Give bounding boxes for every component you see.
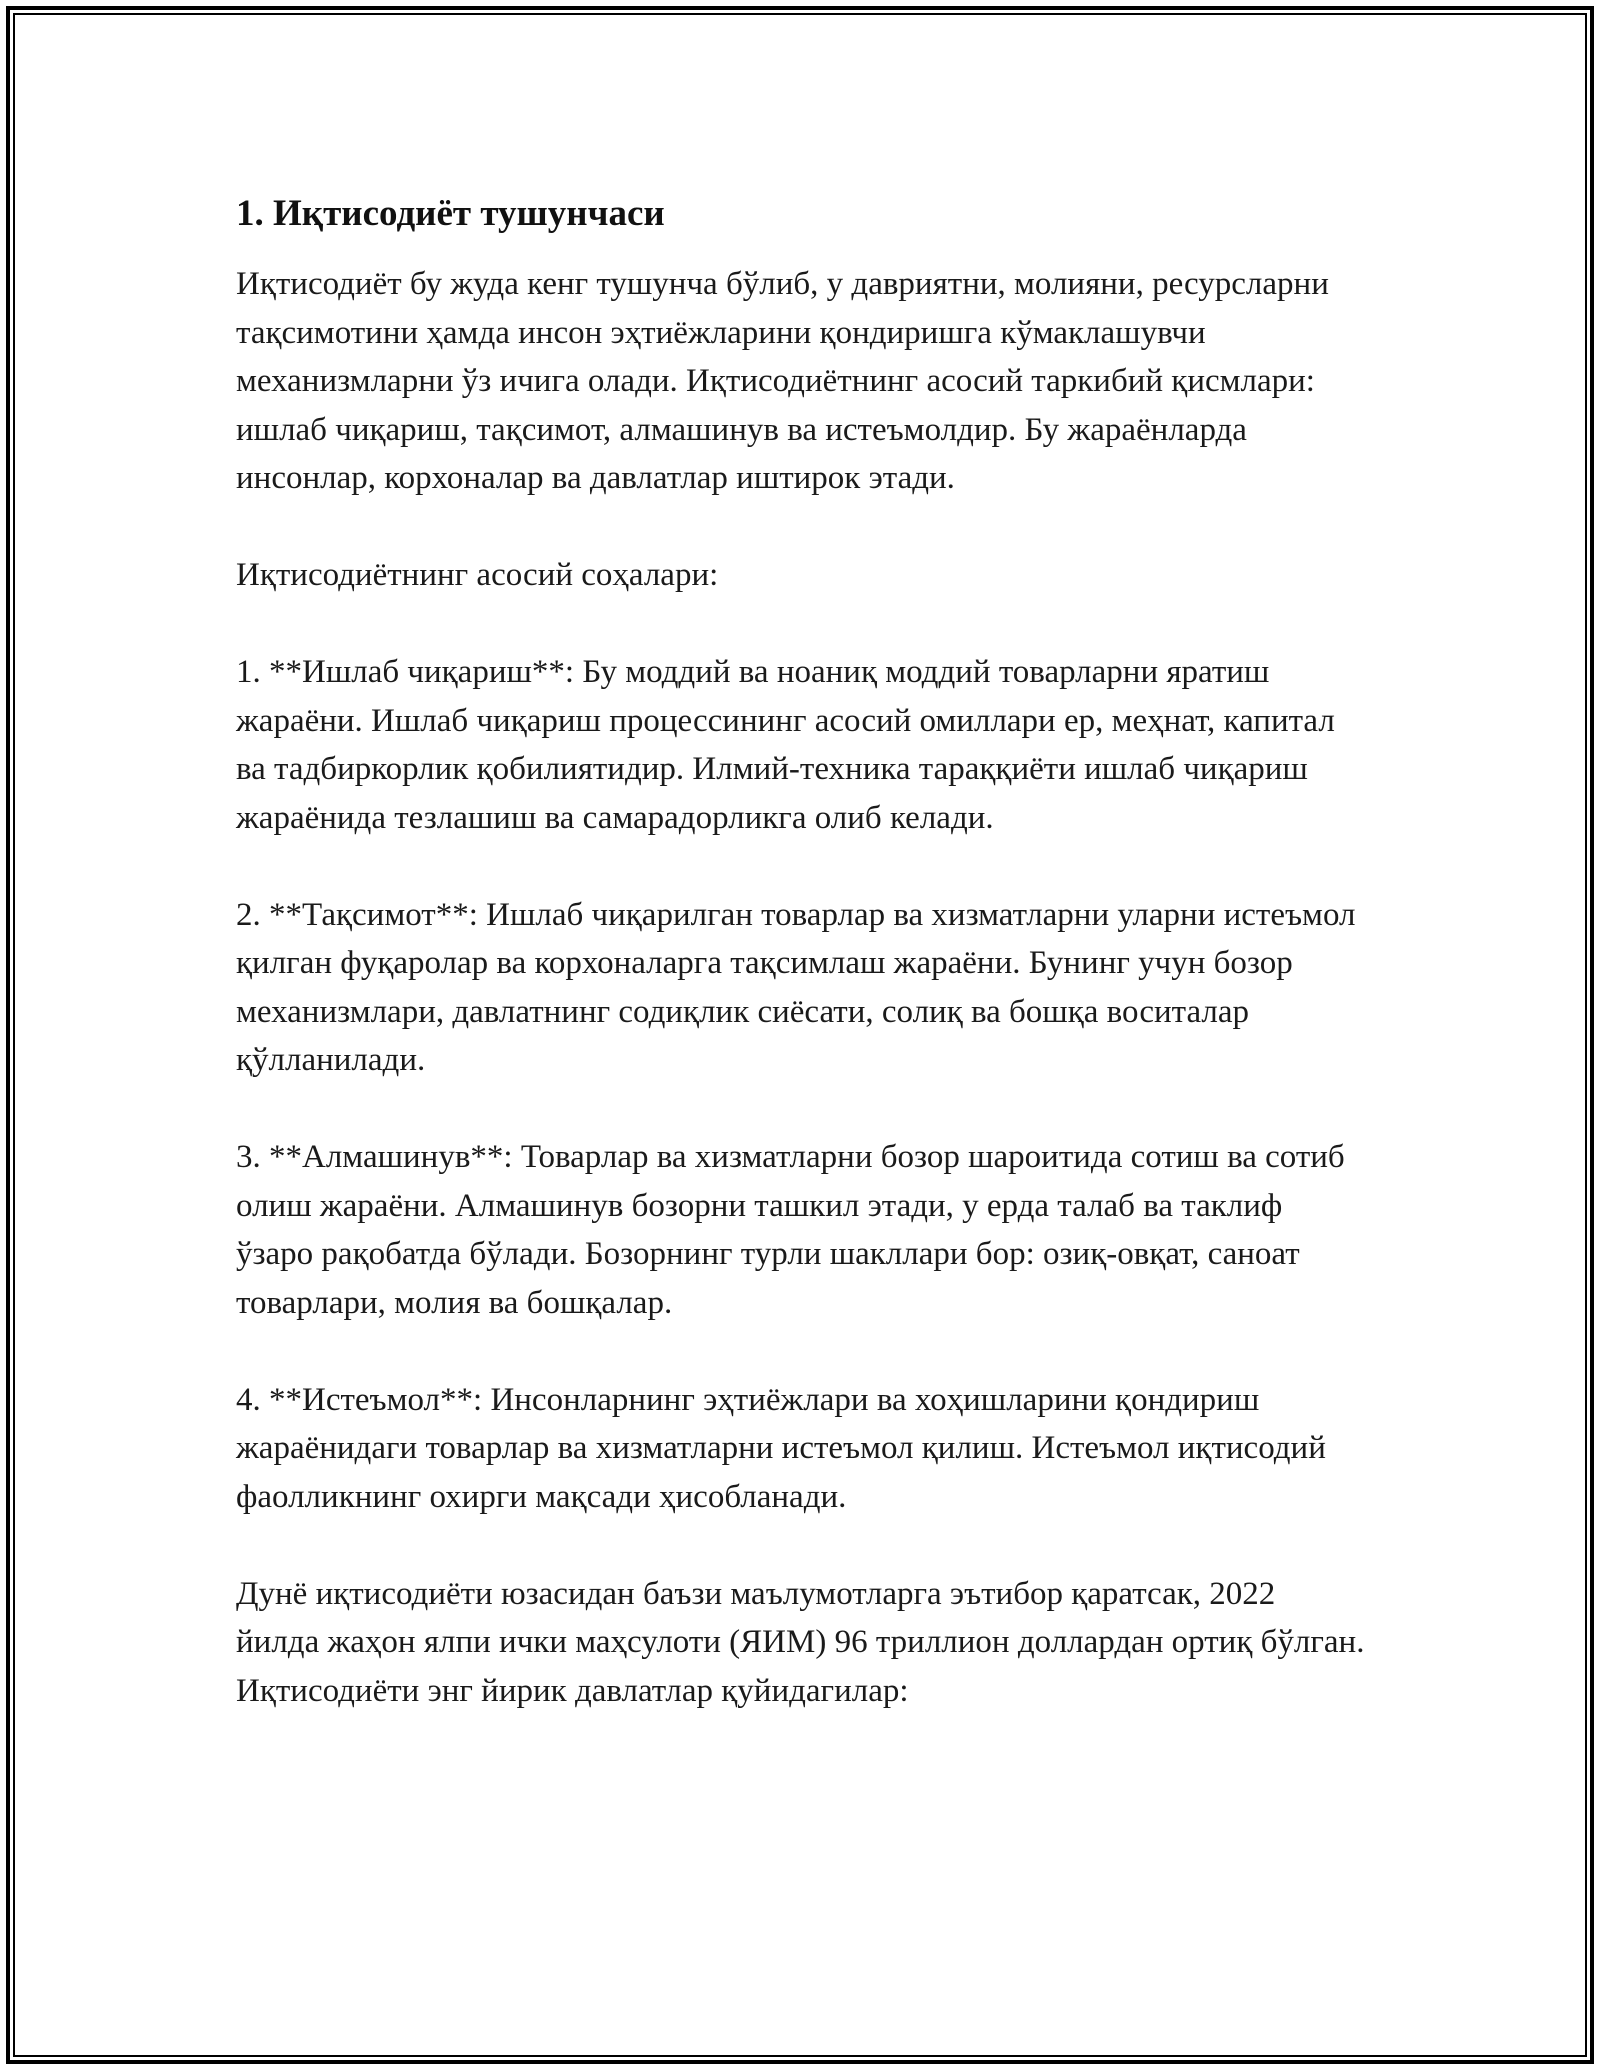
sectors-intro: Иқтисодиётнинг асосий соҳалари: (236, 557, 719, 593)
sector-production: 1. **Ишлаб чиқариш**: Бу моддий ва ноаниқ моддий товарларни яратиш жараёни. Ишлаб чиқариш процессининг асосий омиллари ер, меҳнат, капитал ва тадбиркорлик қобилиятидир. Илмий-техника тараққиёти ишлаб чиқариш жараёнида тезлашиш ва самарадорликга олиб келади. (236, 654, 1335, 836)
sector-exchange: 3. **Алмашинув**: Товарлар ва хизматларни бозор шароитида сотиш ва сотиб олиш жараёни. Алмашинув бозорни ташкил этади, у ерда талаб ва таклиф ўзаро рақобатда бўлади. Бозорнинг турли шакллари бор: озиқ-овқат, саноат товарлари, молия ва бошқалар. (236, 1139, 1345, 1321)
world-economy-paragraph: Дунё иқтисодиёти юзасидан баъзи маълумотларга эътибор қаратсак, 2022 йилда жаҳон ялпи ички маҳсулоти (ЯИМ) 96 триллион доллардан ортиқ бўлган. Иқтисодиёти энг йирик давлатлар қуйидагилар: (236, 1575, 1365, 1709)
document-page (236, 190, 1366, 1715)
sector-consumption: 4. **Истеъмол**: Инсонларнинг эҳтиёжлари ва хоҳишларини қондириш жараёнидаги товарлар ва хизматларни истеъмол қилиш. Истеъмол иқтисодий фаолликнинг охирги мақсади ҳисобланади. (236, 1381, 1326, 1515)
sector-distribution: 2. **Тақсимот**: Ишлаб чиқарилган товарлар ва хизматларни уларни истеъмол қилган фуқаролар ва корхоналарга тақсимлаш жараёни. Бунинг учун бозор механизмлари, давлатнинг содиқлик сиёсати, солиқ ва бошқа воситалар қўлланилади. (236, 896, 1356, 1078)
intro-paragraph: Иқтисодиёт бу жуда кенг тушунча бўлиб, у давриятни, молияни, ресурсларни тақсимотини ҳамда инсон эҳтиёжларини қондиришга кўмаклашувчи механизмларни ўз ичига олади. Иқтисодиётнинг асосий таркибий қисмлари: ишлаб чиқариш, тақсимот, алмашинув ва истеъмолдир. Бу жараёнларда инсонлар, корхоналар ва давлатлар иштирок этади. (236, 266, 1329, 496)
section-heading: 1. Иқтисодиёт тушунчаси (236, 193, 665, 234)
